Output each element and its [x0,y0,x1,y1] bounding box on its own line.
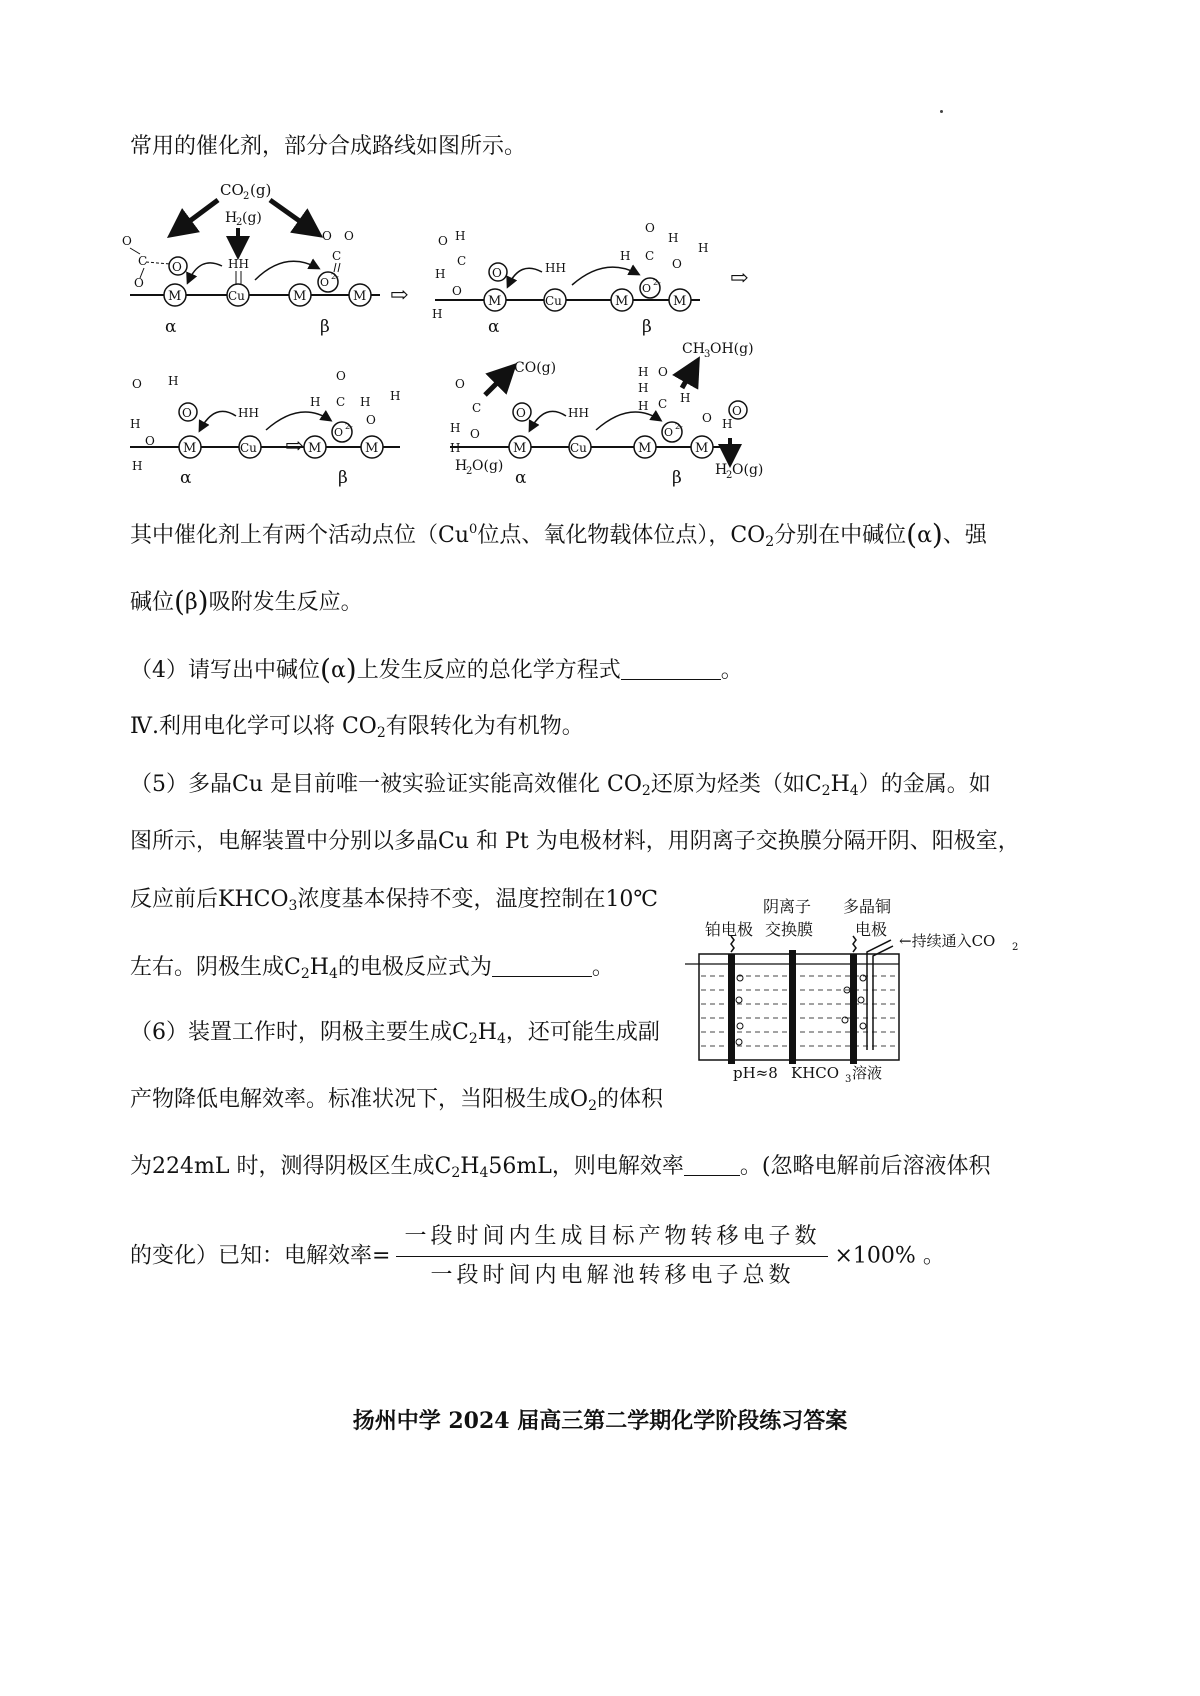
speck [940,110,943,113]
svg-text:β: β [338,468,348,488]
panel-1 [122,181,380,337]
svg-text:2: 2 [1012,942,1019,953]
svg-text:⇨: ⇨ [730,266,749,291]
svg-text:CO(g): CO(g) [514,360,557,376]
svg-text:HH: HH [238,406,259,420]
intro-line: 常用的催化剂，部分合成路线如图所示。 [130,134,527,159]
svg-text:H: H [722,417,733,431]
panel-3 [130,369,400,488]
svg-text:H: H [132,459,143,473]
svg-text:3: 3 [845,1074,852,1085]
svg-text:M: M [353,289,367,304]
svg-text:溶液: 溶液 [852,1064,883,1082]
svg-text:2: 2 [236,217,243,228]
svg-text:Cu: Cu [545,294,562,308]
svg-text:Cu: Cu [240,441,257,455]
svg-text:pH≈8: pH≈8 [733,1064,778,1082]
svg-text:H: H [638,365,649,379]
svg-text:CO: CO [220,181,244,199]
svg-text:M: M [293,289,307,304]
svg-text:C: C [336,395,346,409]
svg-text:α: α [515,468,527,488]
svg-text:H: H [455,229,466,243]
svg-text:H: H [450,441,461,455]
svg-text:C: C [457,254,467,268]
svg-text:2-: 2- [345,422,353,431]
svg-text:C: C [645,249,655,263]
question-5-line4: 左右。阴极生成$C_2H_4$的电极反应式为 。 [130,955,614,982]
svg-text:H: H [130,417,141,431]
svg-text:多晶铜: 多晶铜 [843,897,892,916]
svg-text:HH: HH [545,261,566,275]
svg-text:电极: 电极 [855,920,888,939]
svg-text:C: C [472,401,482,415]
svg-text:KHCO: KHCO [791,1064,840,1082]
answer-section-title: 扬州中学 2024 届高三第二学期化学阶段练习答案 [352,1408,848,1434]
svg-text:(g): (g) [250,181,272,199]
svg-text:2: 2 [243,191,250,202]
svg-text:H: H [715,462,728,478]
svg-text:H: H [668,231,679,245]
question-5-line3: 反应前后$KHCO_3$浓度基本保持不变，温度控制在10℃ [130,887,659,914]
svg-text:Cu: Cu [228,289,245,303]
svg-text:α: α [165,317,177,337]
svg-text:O: O [322,229,332,243]
svg-text:O: O [182,406,192,420]
svg-text:O: O [702,411,712,425]
svg-text:2: 2 [726,470,733,481]
svg-text:O: O [664,426,674,439]
svg-text:O: O [658,365,668,379]
svg-text:O: O [320,276,330,289]
svg-text:β: β [320,317,330,337]
svg-text:O: O [122,234,132,248]
svg-text:M: M [673,294,687,309]
svg-text:O: O [145,434,155,448]
svg-text:M: M [365,441,379,456]
svg-text:O: O [132,377,142,391]
panel-4 [450,341,763,488]
question-6-formula: 的变化）已知：电解效率= $\frac{\text{一段时间内生成目标产物转移电子数}}{\text{一段时间内电解池转移电子总数}}$ ×100% 。 [130,1222,945,1291]
svg-text:α: α [488,317,500,337]
answer-blank-q5[interactable] [492,954,592,977]
svg-text:O: O [492,266,502,280]
svg-text:O: O [438,234,448,248]
question-6: （6）装置工作时，阴极主要生成$C_2H_4$，还可能生成副 [130,1020,660,1047]
svg-text:O: O [516,406,526,420]
efficiency-fraction: $\frac{\text{一段时间内生成目标产物转移电子数}}{\text{一段时间内电解池转移电子总数}}$ [396,1222,828,1291]
svg-text:CH: CH [682,341,705,357]
svg-text:(g): (g) [242,210,262,226]
svg-text:2-: 2- [653,278,661,287]
svg-text:M: M [308,441,322,456]
svg-text:HH: HH [228,257,249,271]
svg-text:O: O [172,260,182,274]
svg-text:β: β [672,468,682,488]
svg-text:O: O [452,284,462,298]
svg-text:O: O [455,377,465,391]
svg-text:O: O [645,221,655,235]
answer-blank-q4[interactable] [621,657,721,680]
section-iv-heading: Ⅳ.利用电化学可以将 $CO_2$有限转化为有机物。 [130,714,584,741]
svg-text:H: H [168,374,179,388]
svg-text:M: M [488,294,502,309]
svg-text:C: C [332,249,342,263]
svg-text:H: H [360,395,371,409]
svg-text:⇨: ⇨ [390,283,409,308]
svg-text:2-: 2- [331,272,339,281]
paragraph-active-sites-cont: 碱位(β)吸附发生反应。 [130,585,363,618]
svg-text:O: O [134,276,144,290]
svg-text:O: O [470,427,480,441]
svg-text:O: O [344,229,354,243]
svg-text:β: β [642,317,652,337]
svg-text:H: H [432,307,443,321]
electrolysis-cell-diagram [685,880,1055,1100]
svg-text:O(g): O(g) [732,462,764,478]
svg-text:O: O [732,404,742,418]
svg-text:2: 2 [466,466,473,477]
svg-text:α: α [180,468,192,488]
svg-text:H: H [225,210,238,226]
svg-text:M: M [183,441,197,456]
svg-text:Cu: Cu [570,441,587,455]
svg-text:H: H [450,421,461,435]
question-5-line2: 图所示，电解装置中分别以多晶Cu 和 Pt 为电极材料，用阴离子交换膜分隔开阴、阳极室， [130,829,1020,854]
svg-text:H: H [638,399,649,413]
question-5: （5）多晶Cu 是目前唯一被实验证实能高效催化 $CO_2$还原为烃类（如$C_2H_4$）的金属。如 [130,772,991,799]
question-6-line3: 为224mL 时，测得阴极区生成$C_2H_456mL$，则电解效率 。(忽略电解前后溶液体积 [130,1154,991,1181]
svg-text:⇨: ⇨ [285,434,304,459]
svg-text:H: H [620,249,631,263]
svg-text:O: O [336,369,346,383]
svg-text:2-: 2- [675,422,683,431]
svg-text:H: H [698,241,709,255]
svg-text:铂电极: 铂电极 [705,920,754,939]
panel-2 [432,221,708,337]
svg-text:O: O [642,282,652,295]
svg-text:O: O [334,426,344,439]
svg-text:O: O [366,413,376,427]
svg-text:H: H [390,389,401,403]
question-4: （4）请写出中碱位(α)上发生反应的总化学方程式 。 [130,653,743,686]
svg-text:O: O [672,257,682,271]
svg-text:交换膜: 交换膜 [765,920,814,939]
paragraph-active-sites: 其中催化剂上有两个活动点位（Cu$^0$位点、氧化物载体位点），$CO_2$分别在中碱位(α)、强 [130,518,987,551]
svg-text:M: M [513,441,527,456]
svg-text:H: H [638,381,649,395]
svg-text:阴离子: 阴离子 [763,897,812,916]
svg-text:H: H [680,391,691,405]
svg-text:C: C [138,254,148,268]
svg-text:M: M [638,441,652,456]
question-6-line2: 产物降低电解效率。标准状况下，当阳极生成$O_2$的体积 [130,1087,663,1114]
answer-blank-q6[interactable] [684,1153,740,1176]
reaction-mechanism-figure [110,170,1180,500]
svg-text:O(g): O(g) [472,458,504,474]
svg-text:M: M [168,289,182,304]
svg-text:HH: HH [568,406,589,420]
svg-text:3: 3 [704,349,711,360]
svg-text:←持续通入CO: ←持续通入CO [899,932,996,950]
svg-text:M: M [695,441,709,456]
svg-text:OH(g): OH(g) [710,341,754,357]
svg-text:H: H [435,267,446,281]
svg-text:H: H [310,395,321,409]
svg-text:H: H [455,458,468,474]
svg-text:M: M [615,294,629,309]
svg-text:C: C [658,397,668,411]
